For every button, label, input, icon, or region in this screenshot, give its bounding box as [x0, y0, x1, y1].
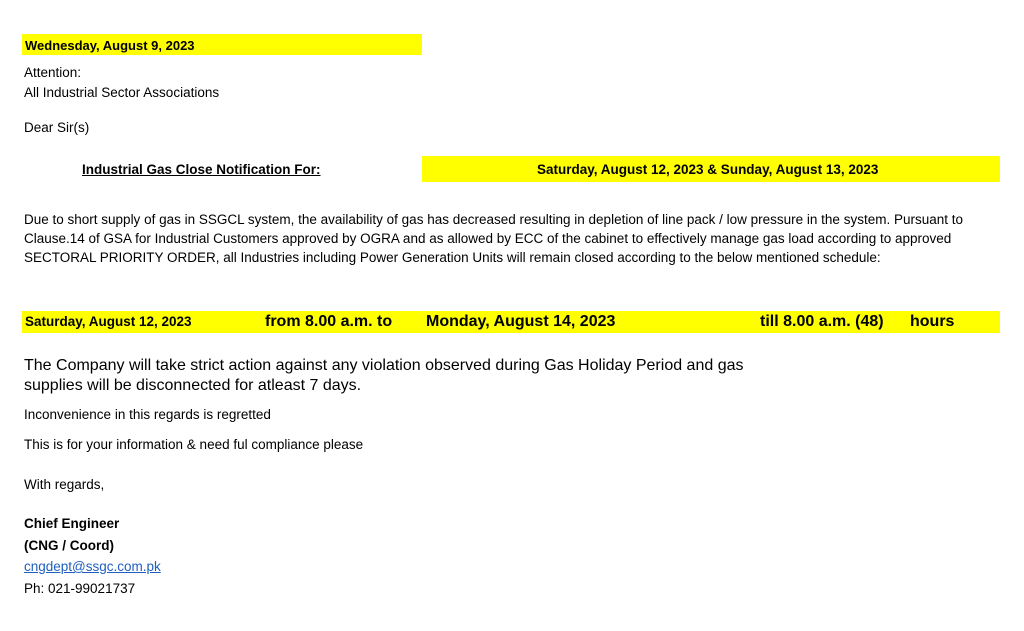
notification-label: Industrial Gas Close Notification For:	[82, 162, 321, 177]
schedule-hours-label: hours	[910, 313, 955, 330]
phone-number: Ph: 021-99021737	[24, 581, 136, 596]
compliance-note: This is for your information & need ful compliance please	[24, 437, 364, 452]
attention-label: Attention:	[24, 65, 82, 80]
schedule-end-date: Monday, August 14, 2023	[426, 313, 616, 330]
recipient: All Industrial Sector Associations	[24, 85, 220, 100]
email-link[interactable]: cngdept@ssgc.com.pk	[24, 559, 161, 574]
letter-date: Wednesday, August 9, 2023	[25, 38, 195, 53]
inconvenience-note: Inconvenience in this regards is regretted	[24, 407, 271, 422]
warning-notice: The Company will take strict action against any violation observed during Gas Holiday Period and gas supplies will be disconnected for atleast 7 days.	[24, 357, 744, 394]
schedule-till-time: till 8.00 a.m. (48)	[760, 313, 884, 330]
salutation: Dear Sir(s)	[24, 120, 90, 135]
signatory-title: Chief Engineer	[24, 516, 120, 531]
closing-regards: With regards,	[24, 477, 105, 492]
body-paragraph: Due to short supply of gas in SSGCL system, the availability of gas has decreased resulting in depletion of line pack / low pressure in the system. Pursuant to Clause.14 of GSA for Industrial Customers approved by OGRA and as allowed by ECC of the cabinet to effectively manage gas load according to approved SECTORAL PRIORITY ORDER, all Industries including Power Generation Units will remain closed according to the below mentioned schedule:	[24, 212, 963, 265]
schedule-from-time: from 8.00 a.m. to	[265, 313, 393, 330]
signatory-department: (CNG / Coord)	[24, 538, 114, 553]
notification-dates: Saturday, August 12, 2023 & Sunday, August 13, 2023	[537, 162, 879, 177]
schedule-start-date: Saturday, August 12, 2023	[25, 314, 192, 329]
